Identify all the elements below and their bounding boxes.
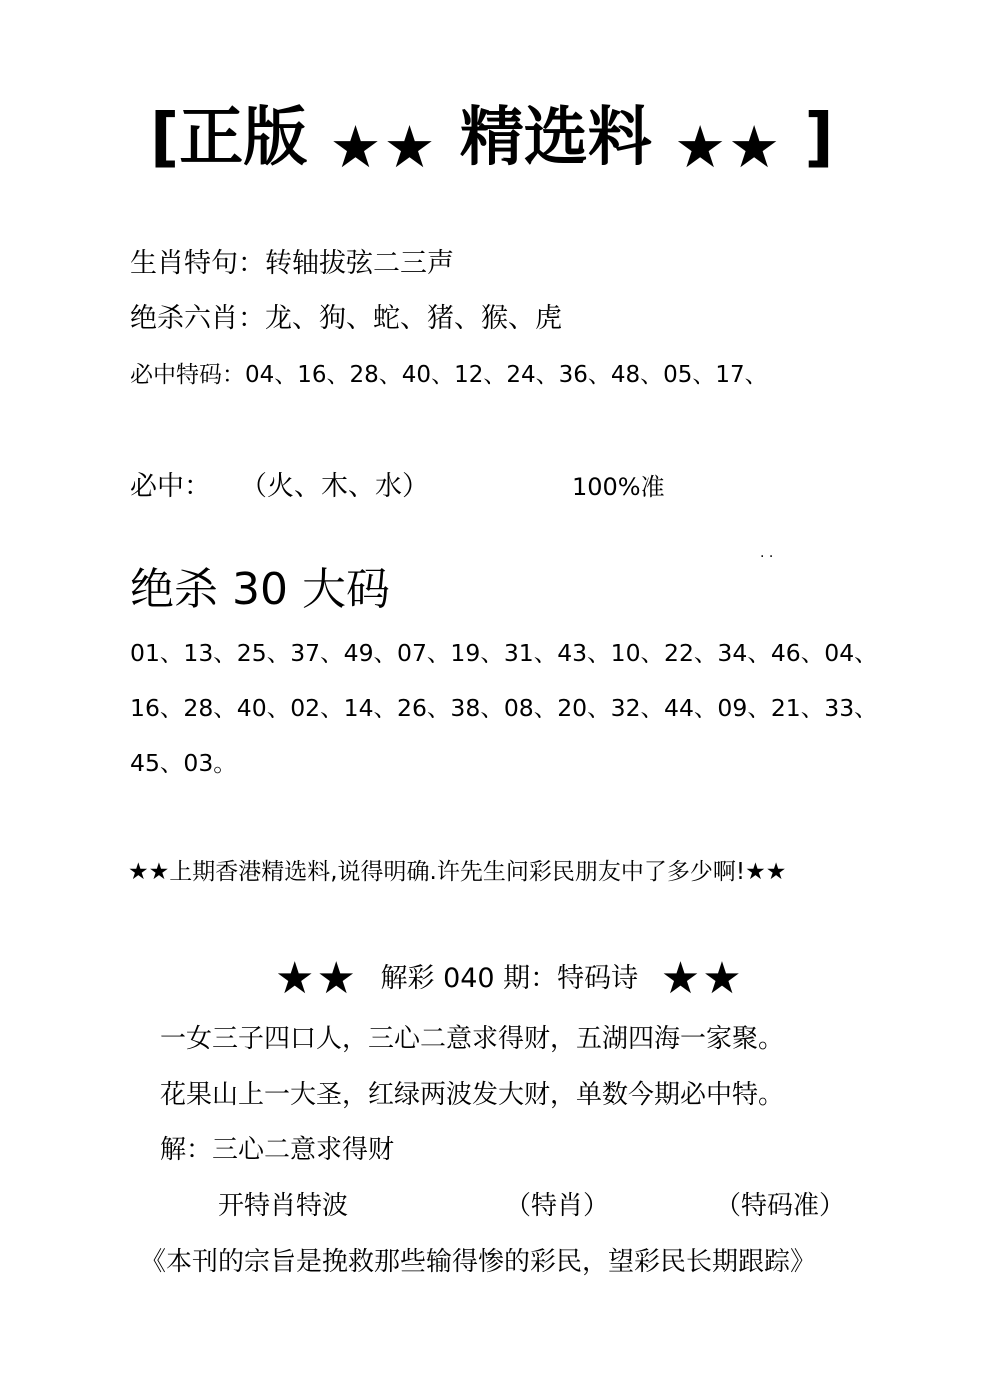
poem-line-4c: （特码准） <box>715 1191 846 1221</box>
footer-motto: 《本刊的宗旨是挽救那些输得惨的彩民，望彩民长期跟踪》 <box>140 1247 817 1277</box>
poem-line-4b: （特肖） <box>505 1191 610 1221</box>
poem-stars-right: ★★ <box>660 953 744 1004</box>
title-stars-left: ★★ <box>329 113 438 181</box>
poem-line-2: 花果山上一大圣，红绿两波发大财，单数今期必中特。 <box>160 1080 785 1110</box>
poem-line-3: 解：三心二意求得财 <box>160 1135 395 1165</box>
kill-30-row-3: 45、03。 <box>130 749 237 777</box>
poem-line-1: 一女三子四口人，三心二意求得财，五湖四海一家聚。 <box>160 1024 785 1054</box>
title-part-2: 精选料 <box>459 101 652 175</box>
kill-30-title: 绝杀 30 大码 <box>130 564 390 615</box>
zodiac-phrase: 生肖特句：转轴拔弦二三声 <box>130 248 454 279</box>
page-title <box>150 98 834 187</box>
must-hit-elements: （火、木、水） <box>240 471 429 502</box>
kill-six-zodiac: 绝杀六肖：龙、狗、蛇、猪、猴、虎 <box>130 303 562 334</box>
poem-title: 解彩 040 期：特码诗 <box>380 963 639 994</box>
bracket-open: [ <box>150 101 180 175</box>
stray-dots: . . <box>760 545 774 561</box>
poem-header <box>275 953 744 1004</box>
kill-30-row-1: 01、13、25、37、49、07、19、31、43、10、22、34、46、04、 <box>130 639 878 667</box>
poem-line-4a: 开特肖特波 <box>218 1191 349 1221</box>
must-hit-codes: 必中特码：04、16、28、40、12、24、36、48、05、17、 <box>130 362 768 388</box>
title-part-1: 正版 <box>179 101 308 175</box>
bracket-close: ] <box>804 101 834 175</box>
must-hit-label: 必中： <box>130 471 211 502</box>
must-hit-accuracy: 100%准 <box>572 473 665 501</box>
kill-30-row-2: 16、28、40、02、14、26、38、08、20、32、44、09、21、33、 <box>130 694 878 722</box>
notice-line: ★★上期香港精选料,说得明确.许先生问彩民朋友中了多少啊!★★ <box>128 859 787 885</box>
poem-stars-left: ★★ <box>275 953 358 1004</box>
title-stars-right: ★★ <box>674 113 783 181</box>
